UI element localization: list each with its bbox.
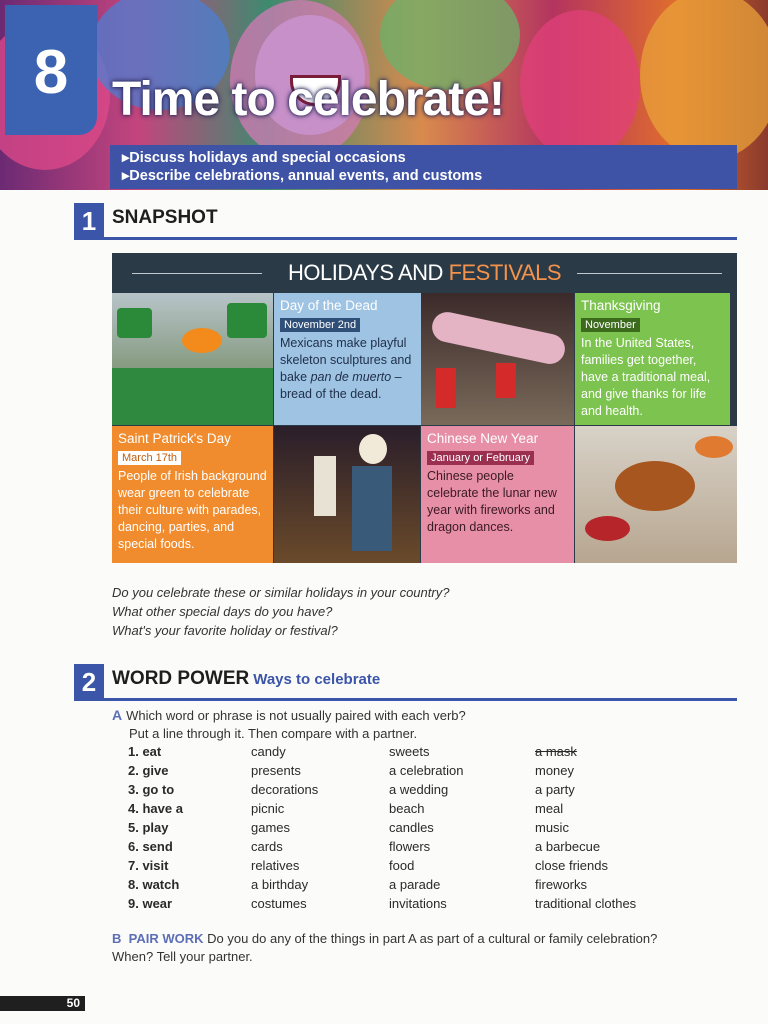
holiday-saint-patricks-day [112,426,273,563]
word-cell: a wedding [389,782,449,797]
word-cell: candles [389,820,434,835]
word-cell: decorations [251,782,319,797]
chapter-title: Time to celebrate! [112,73,504,126]
word-cell: food [389,858,415,873]
word-cell: presents [251,763,301,778]
holiday-description: In the United States, families get together, have a traditional meal, and give thanks for life and health. [581,336,711,418]
holiday-description: Mexicans make playful skeleton sculptures and bake pan de muerto – bread of the dead. [280,336,412,401]
holiday-thanksgiving [575,293,730,425]
word-cell: music [535,820,569,835]
word-cell: cards [251,839,283,854]
instruction-text: Put a line through it. Then compare with a partner. [129,726,418,741]
part-letter: A [112,707,123,723]
snapshot-title [112,253,737,293]
section-title: SNAPSHOT [112,207,218,228]
word-cell: invitations [389,896,447,911]
page-number: 50 [0,996,85,1011]
table-row [128,763,665,782]
title-rule [577,273,722,274]
verb-cell: 1. eat [128,744,162,759]
question: What's your favorite holiday or festival? [112,623,338,638]
holiday-day-of-the-dead [274,293,429,425]
verb-cell: 3. go to [128,782,175,797]
thanksgiving-photo [575,426,737,563]
verb-cell: 9. wear [128,896,173,911]
st-patricks-photo [112,293,273,425]
word-cell: fireworks [535,877,588,892]
word-cell: money [535,763,575,778]
word-cell: a celebration [389,763,464,778]
verb-cell: 4. have a [128,801,183,816]
section-header-snapshot [74,203,737,240]
word-cell: relatives [251,858,300,873]
pair-work-label: PAIR WORK [128,931,204,946]
verb-cell: 5. play [128,820,169,835]
banner-photo-color [520,10,640,160]
holiday-date: March 17th [118,451,181,465]
holiday-date: January or February [427,451,534,465]
verb-cell: 7. visit [128,858,169,873]
table-row [128,858,665,877]
part-b-pair-work [112,930,672,966]
word-cell: picnic [251,801,285,816]
holiday-description: People of Irish background wear green to celebrate their culture with parades, dancing, parties, and special foods. [118,469,267,551]
verb-cell: 2. give [128,763,169,778]
word-cell: candy [251,744,286,759]
holiday-date: November [581,318,640,332]
verb-cell: 6. send [128,839,173,854]
word-cell-crossed-out: a mask [535,744,577,759]
word-cell: traditional clothes [535,896,637,911]
table-row [128,782,665,801]
chapter-goals [110,145,737,189]
title-rule [132,273,262,274]
word-cell: meal [535,801,564,816]
word-cell: costumes [251,896,307,911]
snapshot-title-part: HOLIDAYS AND [287,260,443,285]
holiday-date: November 2nd [280,318,360,332]
instruction-text: Do you do any of the things in part A as part of a cultural or family celebration? When? Tell your partner. [112,931,658,964]
part-a-instructions [112,706,466,743]
holiday-name: Day of the Dead [280,298,378,313]
section-number: 2 [74,664,104,698]
word-cell: a birthday [251,877,309,892]
chapter-number: 8 [5,5,97,135]
word-cell: a party [535,782,575,797]
question: Do you celebrate these or similar holidays in your country? [112,585,450,600]
section-title: WORD POWER Ways to celebrate [112,668,381,689]
snapshot-panel [112,253,737,563]
table-row [128,744,665,763]
verb-cell: 8. watch [128,877,180,892]
goal-item: ▸ Describe celebrations, annual events, and customs [122,167,737,185]
word-power-table [128,744,665,915]
table-row [128,877,665,896]
section-header-word-power [74,664,737,701]
section-number: 1 [74,203,104,237]
table-row [128,820,665,839]
goal-item: ▸ Discuss holidays and special occasions [122,149,737,167]
table-row [128,801,665,820]
holiday-description: Chinese people celebrate the lunar new year with fireworks and dragon dances. [427,469,557,534]
word-cell: a barbecue [535,839,601,854]
banner-photo-color [640,0,768,160]
word-cell: beach [389,801,425,816]
snapshot-title-part: FESTIVALS [442,260,562,285]
instruction-text: Which word or phrase is not usually paired with each verb? [126,708,466,723]
holiday-name: Chinese New Year [427,431,539,446]
chapter-banner [0,0,768,190]
question: What other special days do you have? [112,604,333,619]
chinese-new-year-photo [421,293,574,425]
section-subtitle: Ways to celebrate [253,671,381,688]
holiday-chinese-new-year [421,426,574,563]
word-cell: games [251,820,291,835]
holiday-name: Thanksgiving [581,298,661,313]
word-cell: flowers [389,839,431,854]
part-letter: B [112,931,122,946]
word-cell: close friends [535,858,608,873]
word-cell: sweets [389,744,430,759]
day-of-the-dead-photo [274,426,420,563]
word-cell: a parade [389,877,441,892]
table-row [128,839,665,858]
table-row [128,896,665,915]
discussion-questions [112,583,449,640]
holiday-name: Saint Patrick's Day [118,431,231,446]
